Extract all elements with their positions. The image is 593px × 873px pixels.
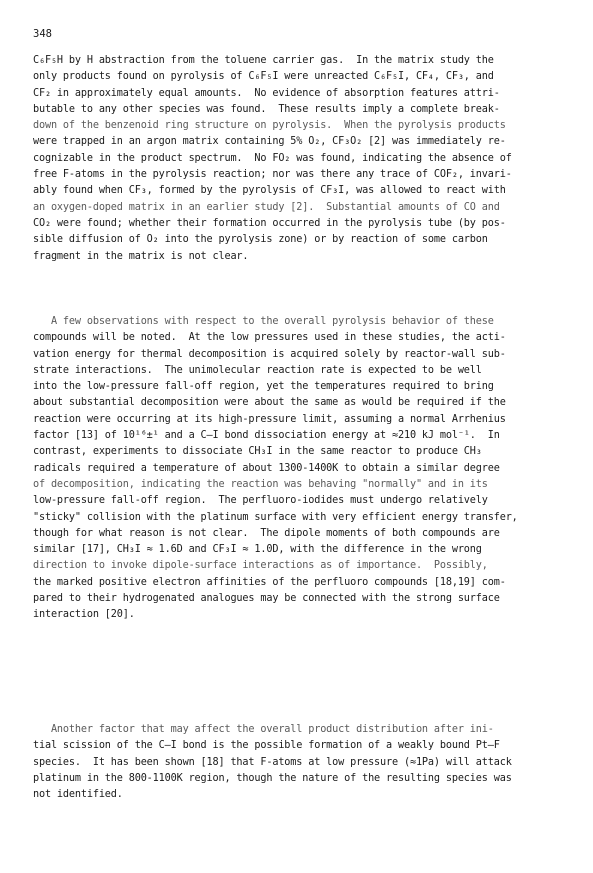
text-line: pared to their hydrogenated analogues may be connected with the strong surface [33, 593, 500, 605]
text-line: vation energy for thermal decomposition is acquired solely by reactor-wall sub- [33, 348, 506, 360]
text-line: low-pressure fall-off region. The perfluoro-iodides must undergo relatively [33, 495, 488, 507]
text-line: C₆F₅H by H abstraction from the toluene carrier gas. In the matrix study the [33, 55, 494, 66]
text-line: platinum in the 800-1100K region, though the nature of the resulting species was [33, 772, 512, 784]
text-line: ably found when CF₃, formed by the pyrolysis of CF₃I, was allowed to react with [33, 185, 506, 197]
text-line: CO₂ were found; whether their formation occurred in the pyrolysis tube (by pos- [33, 217, 506, 229]
text-line: fragment in the matrix is not clear. [33, 250, 249, 262]
text-line: tial scission of the C–I bond is the possible formation of a weakly bound Pt–F [33, 740, 500, 752]
text-line: compounds will be noted. At the low pressures used in these studies, the acti- [33, 332, 506, 344]
text-line: Another factor that may affect the overall product distribution after ini- [33, 724, 494, 735]
text-line: were trapped in an argon matrix containing 5% O₂, CF₃O₂ [2] was immediately re- [33, 136, 506, 148]
text-line: only products found on pyrolysis of C₆F₅I were unreacted C₆F₅I, CF₄, CF₃, and [33, 71, 494, 83]
paragraph-pt-f-species [33, 722, 573, 803]
text-line: into the low-pressure fall-off region, yet the temperatures required to bring [33, 381, 494, 393]
text-line: CF₂ in approximately equal amounts. No evidence of absorption features attri- [33, 87, 500, 99]
text-line: of decomposition, indicating the reaction was behaving "normally" and in its [33, 478, 488, 490]
text-line: about substantial decomposition were about the same as would be required if the [33, 397, 506, 409]
paragraph-pyrolysis-behavior [33, 314, 573, 624]
text-line: contrast, experiments to dissociate CH₃I in the same reactor to produce CH₃ [33, 446, 482, 458]
paragraph-matrix-study [33, 53, 573, 265]
text-line: species. It has been shown [18] that F-atoms at low pressure (≈1Pa) will attack [33, 756, 512, 768]
text-line: cognizable in the product spectrum. No FO₂ was found, indicating the absence of [33, 152, 512, 164]
text-line: strate interactions. The unimolecular reaction rate is expected to be well [33, 364, 482, 376]
text-line: though for what reason is not clear. The dipole moments of both compounds are [33, 527, 500, 539]
text-line: interaction [20]. [33, 609, 135, 621]
page-number: 348 [33, 28, 52, 40]
text-line: reaction were occurring at its high-pressure limit, assuming a normal Arrhenius [33, 413, 506, 425]
text-line: free F-atoms in the pyrolysis reaction; nor was there any trace of COF₂, invari- [33, 169, 512, 181]
text-line: "sticky" collision with the platinum surface with very efficient energy transfer, [33, 511, 518, 523]
text-line: similar [17], CH₃I ≈ 1.6D and CF₃I ≈ 1.0D, with the difference in the wrong [33, 544, 482, 556]
text-line: sible diffusion of O₂ into the pyrolysis zone) or by reaction of some carbon [33, 234, 488, 246]
text-line: not identified. [33, 789, 123, 801]
text-line: A few observations with respect to the overall pyrolysis behavior of these [33, 316, 494, 327]
text-line: butable to any other species was found. These results imply a complete break- [33, 103, 500, 115]
text-line: down of the benzenoid ring structure on pyrolysis. When the pyrolysis products [33, 120, 506, 132]
text-line: radicals required a temperature of about 1300-1400K to obtain a similar degree [33, 462, 500, 474]
text-line: direction to invoke dipole-surface interactions as of importance. Possibly, [33, 560, 488, 572]
text-line: the marked positive electron affinities of the perfluoro compounds [18,19] com- [33, 576, 506, 588]
text-line: factor [13] of 10¹⁶±¹ and a C–I bond dissociation energy at ≈210 kJ mol⁻¹. In [33, 430, 500, 442]
text-line: an oxygen-doped matrix in an earlier study [2]. Substantial amounts of CO and [33, 201, 500, 213]
